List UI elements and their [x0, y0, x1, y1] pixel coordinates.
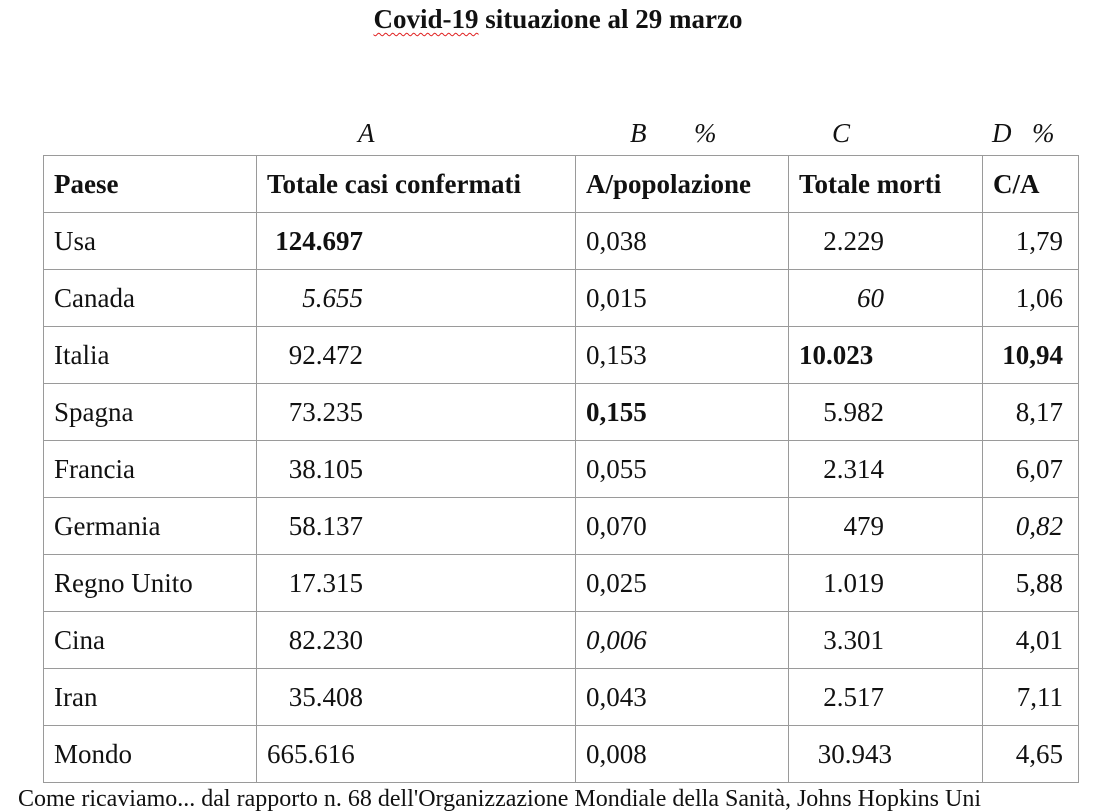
cell-morti: 30.943 [789, 726, 983, 783]
header-totale-casi: Totale casi confermati [257, 156, 576, 213]
cell-popolazione: 0,155 [576, 384, 789, 441]
cell-casi: 58.137 [257, 498, 576, 555]
cell-morti: 5.982 [789, 384, 983, 441]
cell-casi: 73.235 [257, 384, 576, 441]
cell-morti: 60 [789, 270, 983, 327]
cell-ca: 1,79 [983, 213, 1079, 270]
cell-paese: Germania [44, 498, 257, 555]
cell-popolazione: 0,038 [576, 213, 789, 270]
column-letter-b: B [630, 118, 647, 148]
table-row [44, 270, 1079, 327]
cell-paese: Canada [44, 270, 257, 327]
table-row [44, 384, 1079, 441]
cell-morti: 2.314 [789, 441, 983, 498]
table-row [44, 612, 1079, 669]
table-row [44, 555, 1079, 612]
cell-ca: 7,11 [983, 669, 1079, 726]
cell-casi: 665.616 [257, 726, 576, 783]
cell-casi: 5.655 [257, 270, 576, 327]
cell-casi: 92.472 [257, 327, 576, 384]
cell-popolazione: 0,025 [576, 555, 789, 612]
table-row [44, 327, 1079, 384]
page-title-underlined: Covid-19 [373, 4, 479, 34]
cell-paese: Cina [44, 612, 257, 669]
header-a-popolazione: A/popolazione [576, 156, 789, 213]
footer-text: Come ricaviamo... dal rapporto n. 68 dell'Organizzazione Mondiale della Sanità, Johns Hopkins Uni [18, 786, 981, 812]
cell-morti: 2.517 [789, 669, 983, 726]
cell-paese: Regno Unito [44, 555, 257, 612]
cell-popolazione: 0,070 [576, 498, 789, 555]
column-letter-d-percent: % [1032, 118, 1055, 148]
table-row [44, 213, 1079, 270]
cell-morti: 479 [789, 498, 983, 555]
cell-paese: Mondo [44, 726, 257, 783]
column-letter-d: D [992, 118, 1012, 148]
table-header-row [44, 156, 1079, 213]
cell-casi: 124.697 [257, 213, 576, 270]
cell-morti: 3.301 [789, 612, 983, 669]
column-letter-c: C [832, 118, 851, 148]
cell-paese: Iran [44, 669, 257, 726]
cell-casi: 17.315 [257, 555, 576, 612]
cell-paese: Italia [44, 327, 257, 384]
column-letter-b-percent: % [694, 118, 717, 148]
cell-ca: 1,06 [983, 270, 1079, 327]
page-title-rest: situazione al 29 marzo [478, 4, 743, 34]
column-letters [0, 118, 1116, 152]
cell-popolazione: 0,015 [576, 270, 789, 327]
cell-paese: Francia [44, 441, 257, 498]
cell-ca: 4,65 [983, 726, 1079, 783]
table-row [44, 726, 1079, 783]
cell-ca: 4,01 [983, 612, 1079, 669]
cell-casi: 82.230 [257, 612, 576, 669]
header-c-a: C/A [983, 156, 1079, 213]
cell-morti: 10.023 [789, 327, 983, 384]
cell-ca: 0,82 [983, 498, 1079, 555]
header-paese: Paese [44, 156, 257, 213]
cell-casi: 35.408 [257, 669, 576, 726]
column-letter-a: A [358, 118, 375, 148]
cell-paese: Spagna [44, 384, 257, 441]
table-row [44, 498, 1079, 555]
cell-popolazione: 0,153 [576, 327, 789, 384]
cell-popolazione: 0,043 [576, 669, 789, 726]
page-title [0, 4, 1116, 35]
cell-ca: 5,88 [983, 555, 1079, 612]
covid-table [43, 155, 1079, 783]
cell-popolazione: 0,055 [576, 441, 789, 498]
table-row [44, 441, 1079, 498]
cell-casi: 38.105 [257, 441, 576, 498]
cell-paese: Usa [44, 213, 257, 270]
cell-ca: 6,07 [983, 441, 1079, 498]
header-totale-morti: Totale morti [789, 156, 983, 213]
cell-popolazione: 0,006 [576, 612, 789, 669]
cell-ca: 10,94 [983, 327, 1079, 384]
cell-morti: 2.229 [789, 213, 983, 270]
cell-popolazione: 0,008 [576, 726, 789, 783]
cell-morti: 1.019 [789, 555, 983, 612]
table-row [44, 669, 1079, 726]
cell-ca: 8,17 [983, 384, 1079, 441]
